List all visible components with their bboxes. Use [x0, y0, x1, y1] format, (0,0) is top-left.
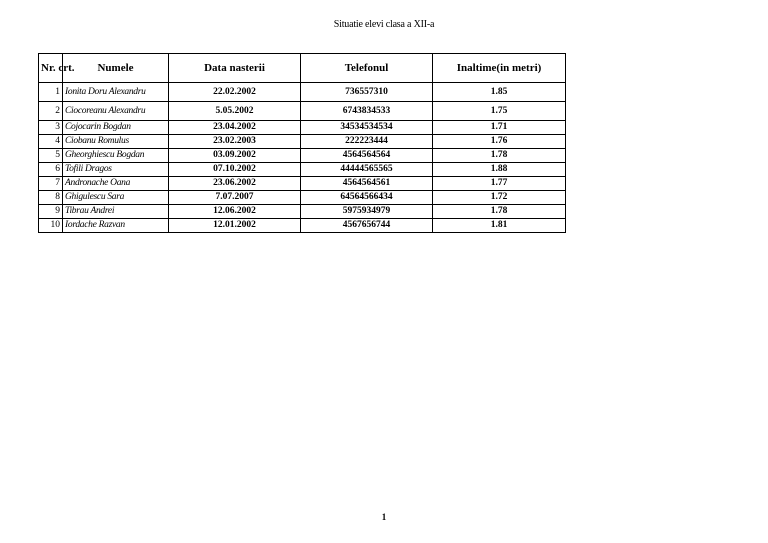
birth-date: 12.06.2002 [169, 205, 301, 219]
row-number: 1 [39, 83, 63, 102]
height-value: 1.78 [433, 149, 566, 163]
height-value: 1.76 [433, 135, 566, 149]
student-name: Tibrau Andrei [63, 205, 169, 219]
column-header-height: Inaltime(in metri) [433, 54, 566, 83]
row-number: 4 [39, 135, 63, 149]
student-name: Gheorghiescu Bogdan [63, 149, 169, 163]
table-row [39, 191, 566, 205]
document-title: Situatie elevi clasa a XII-a [333, 19, 435, 30]
birth-date: 07.10.2002 [169, 163, 301, 177]
phone-number: 736557310 [301, 83, 433, 102]
birth-date: 23.04.2002 [169, 121, 301, 135]
phone-number: 44444565565 [301, 163, 433, 177]
birth-date: 03.09.2002 [169, 149, 301, 163]
students-table [38, 53, 566, 233]
table-row [39, 149, 566, 163]
student-name: Ciobanu Romulus [63, 135, 169, 149]
student-name: Tofili Dragos [63, 163, 169, 177]
student-name: Ghigulescu Sara [63, 191, 169, 205]
row-number: 10 [39, 219, 63, 233]
column-header-nr: Nr. crt. [39, 54, 63, 83]
row-number: 3 [39, 121, 63, 135]
student-name: Ionita Doru Alexandru [63, 83, 169, 102]
table-row [39, 102, 566, 121]
table-row [39, 121, 566, 135]
student-name: Ciocoreanu Alexandru [63, 102, 169, 121]
table-row [39, 177, 566, 191]
height-value: 1.88 [433, 163, 566, 177]
phone-number: 4564564564 [301, 149, 433, 163]
phone-number: 64564566434 [301, 191, 433, 205]
row-number: 2 [39, 102, 63, 121]
birth-date: 23.06.2002 [169, 177, 301, 191]
student-name: Cojocarin Bogdan [63, 121, 169, 135]
birth-date: 7.07.2007 [169, 191, 301, 205]
birth-date: 22.02.2002 [169, 83, 301, 102]
column-header-phone: Telefonul [301, 54, 433, 83]
phone-number: 34534534534 [301, 121, 433, 135]
phone-number: 6743834533 [301, 102, 433, 121]
table-row [39, 135, 566, 149]
phone-number: 4567656744 [301, 219, 433, 233]
height-value: 1.81 [433, 219, 566, 233]
height-value: 1.77 [433, 177, 566, 191]
height-value: 1.72 [433, 191, 566, 205]
row-number: 8 [39, 191, 63, 205]
phone-number: 5975934979 [301, 205, 433, 219]
height-value: 1.71 [433, 121, 566, 135]
height-value: 1.85 [433, 83, 566, 102]
height-value: 1.75 [433, 102, 566, 121]
row-number: 5 [39, 149, 63, 163]
student-name: Iordache Razvan [63, 219, 169, 233]
table-header-row [39, 54, 566, 83]
birth-date: 23.02.2003 [169, 135, 301, 149]
column-header-name: Numele [63, 54, 169, 83]
birth-date: 5.05.2002 [169, 102, 301, 121]
table-row [39, 163, 566, 177]
row-number: 9 [39, 205, 63, 219]
row-number: 6 [39, 163, 63, 177]
student-name: Andronache Oana [63, 177, 169, 191]
table-row [39, 205, 566, 219]
phone-number: 4564564561 [301, 177, 433, 191]
row-number: 7 [39, 177, 63, 191]
birth-date: 12.01.2002 [169, 219, 301, 233]
page-number: 1 [381, 512, 387, 522]
phone-number: 222223444 [301, 135, 433, 149]
table-row [39, 83, 566, 102]
height-value: 1.78 [433, 205, 566, 219]
column-header-birth-date: Data nasterii [169, 54, 301, 83]
table-row [39, 219, 566, 233]
